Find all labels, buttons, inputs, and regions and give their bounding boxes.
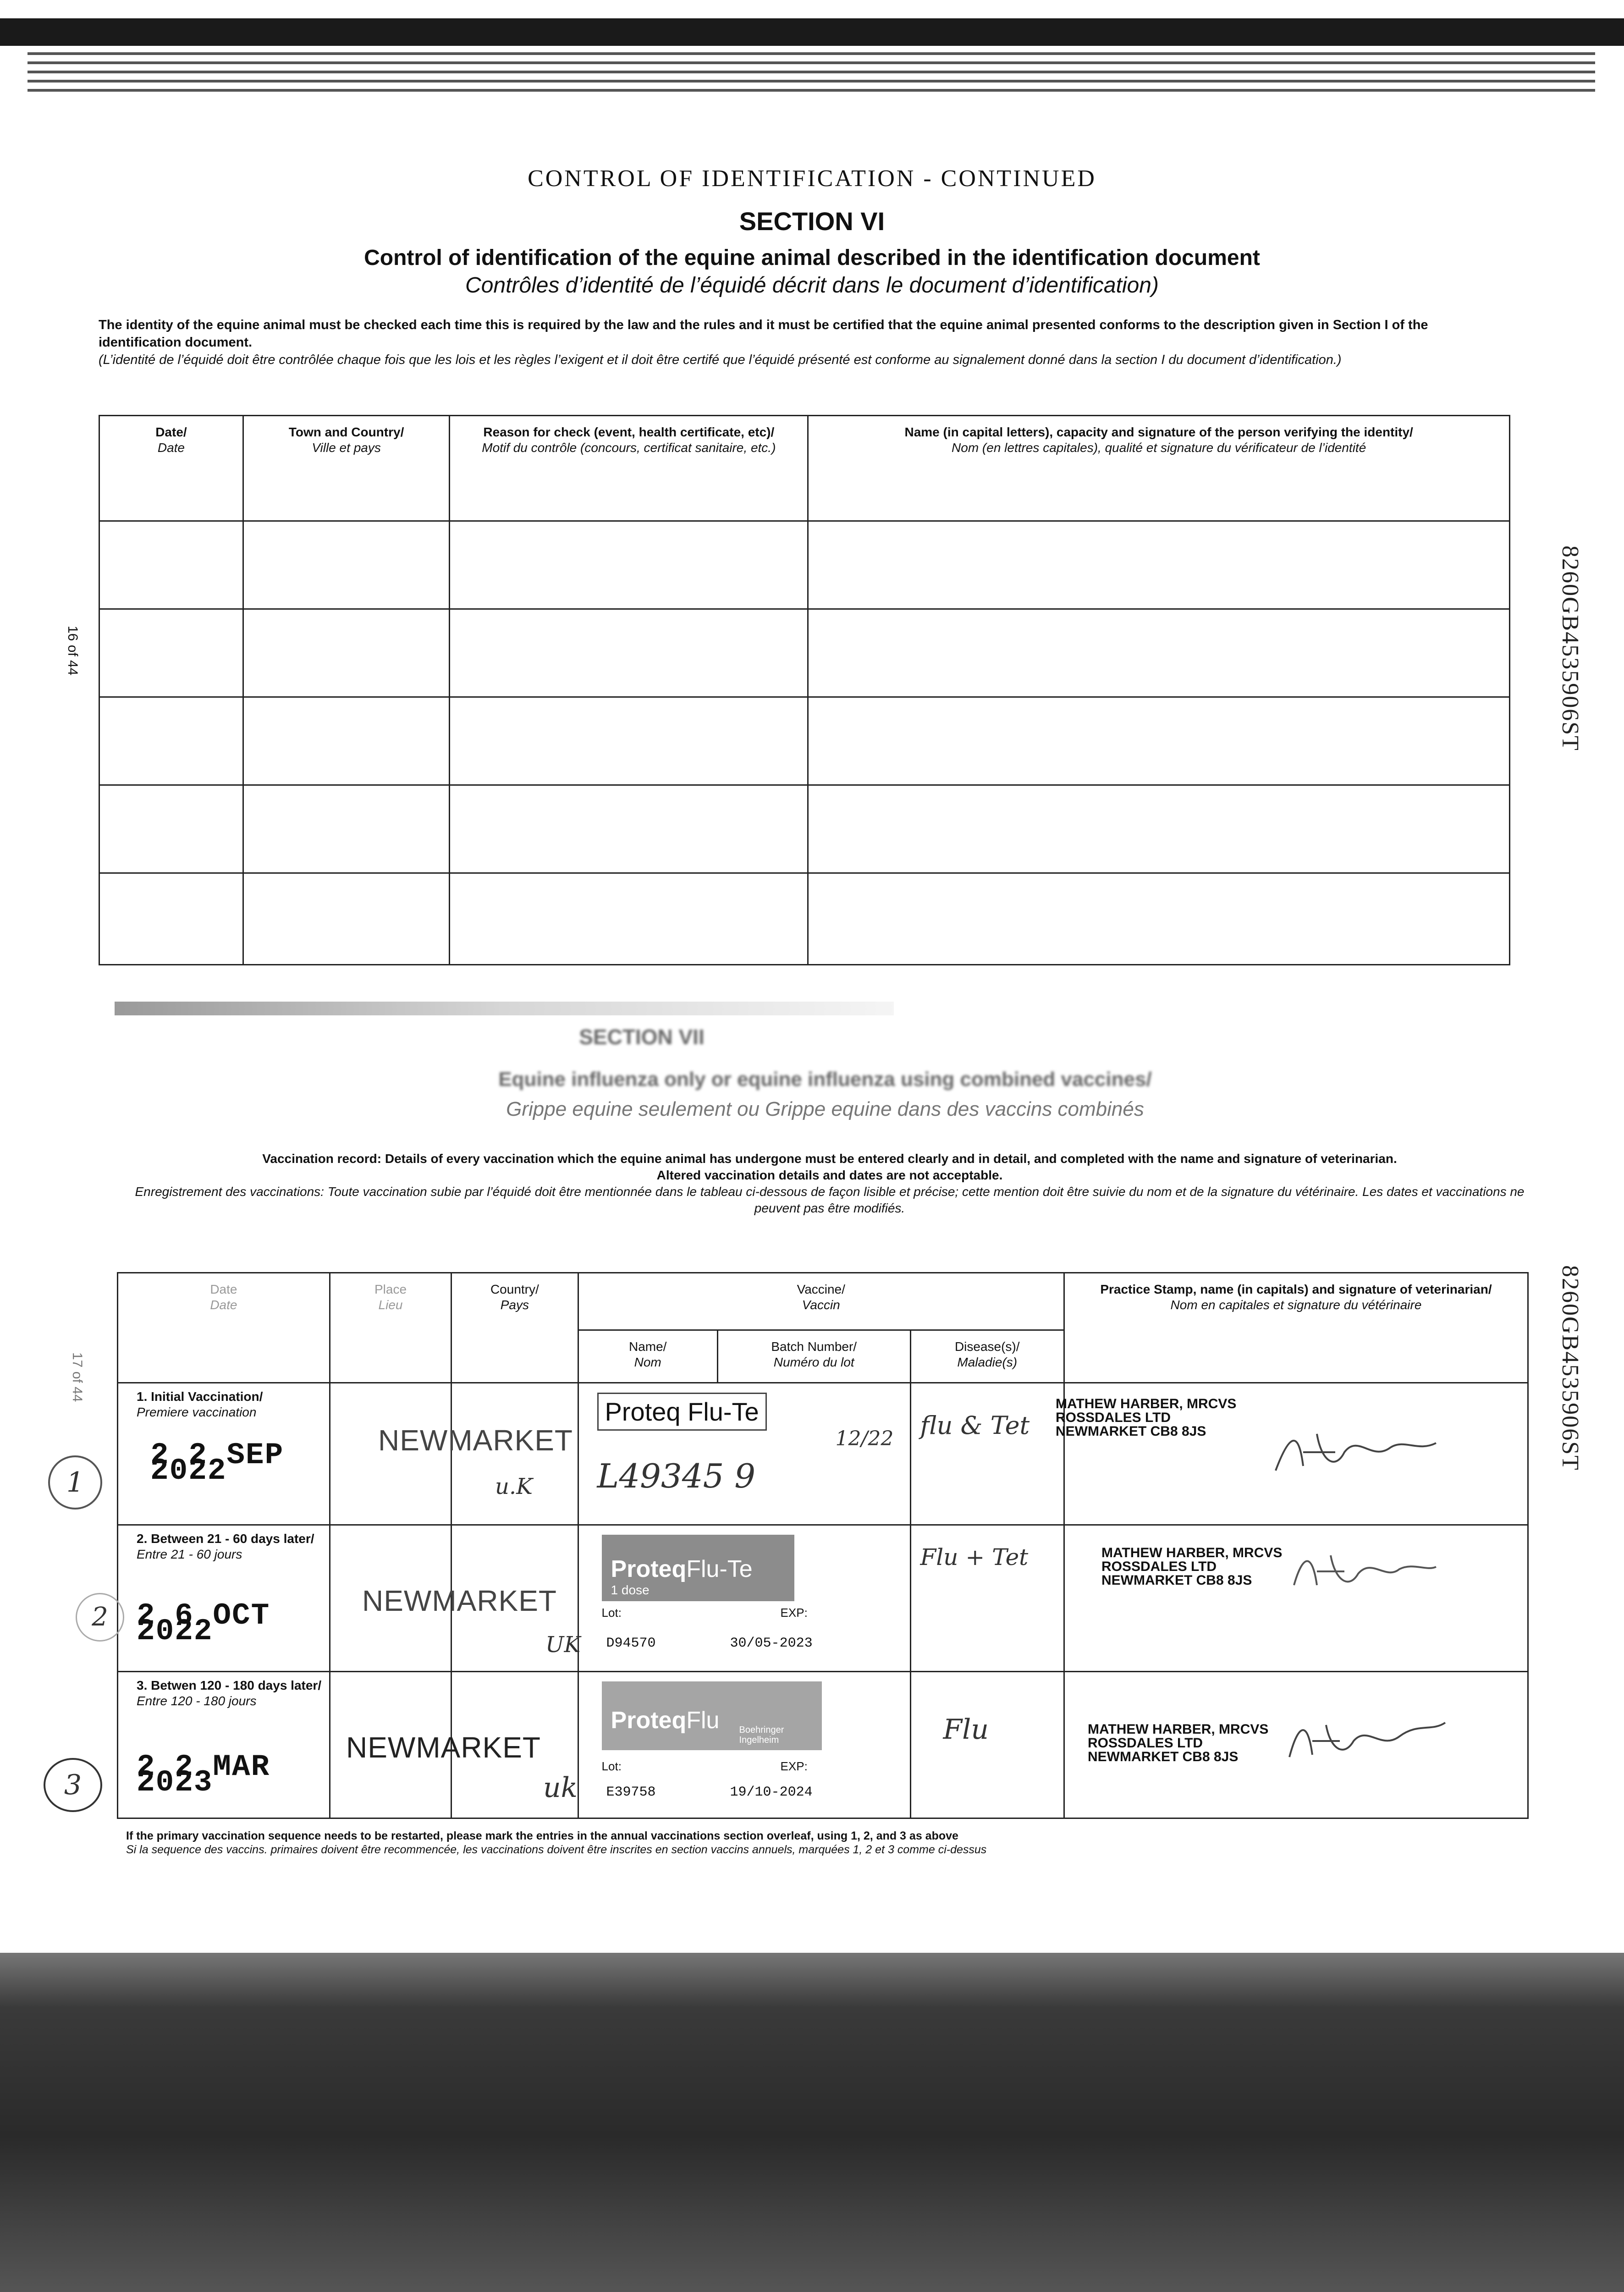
circled-number-3: 3: [44, 1758, 102, 1812]
table-row: [99, 785, 1510, 873]
country-3: uk: [543, 1772, 578, 1804]
section6-instructions: [99, 316, 1501, 369]
col-vaccine: Vaccine/ Vaccin: [578, 1273, 1064, 1330]
vaccine-label-1: Proteq Flu-Te: [597, 1393, 767, 1431]
section7-heading-fr: Grippe equine seulement ou Grippe equine dans des vaccins combinés: [506, 1098, 1144, 1120]
scan-edge-top: [0, 18, 1624, 46]
table-row: [99, 609, 1510, 697]
footnote-fr: Si la sequence des vaccins. primaires doivent être recommencée, les vaccinations doivent être inscrites en section vaccins annuels, marquées 1, 2 et 3 comme ci-dessus: [126, 1843, 987, 1856]
col-vac-country: Country/ Pays: [451, 1273, 578, 1383]
vet-stamp-1: MATHEW HARBER, MRCVS ROSSDALES LTD NEWMARKET CB8 8JS: [1055, 1396, 1237, 1439]
table-row: [118, 1672, 1528, 1818]
signature-2: [1289, 1548, 1441, 1599]
page-number-17: 17 of 44: [70, 1352, 85, 1402]
batch-number-1: L49345 9: [597, 1457, 756, 1495]
vaccine-brand-3: Proteq: [611, 1707, 687, 1734]
table-row: [99, 697, 1510, 785]
exp-label-3: EXP:: [780, 1759, 808, 1773]
lot-label-3: Lot:: [601, 1759, 622, 1773]
col-practice-stamp: Practice Stamp, name (in capitals) and signature of veterinarian/ Nom en capitales et signature du vétérinaire: [1064, 1273, 1528, 1383]
section6-instructions-en: The identity of the equine animal must be checked each time this is required by the law and the rules and it must be certified that the equine animal presented conforms to the description given in Section I of the identification document.: [99, 318, 1428, 350]
section7-instructions-en-2: Altered vaccination details and dates are not acceptable.: [656, 1168, 1003, 1182]
country-2: UK: [545, 1632, 581, 1658]
vaccine-brand-2: Proteq: [611, 1556, 687, 1582]
passport-number-1: 8260GB4535906ST: [1557, 545, 1583, 751]
signature-3: [1285, 1713, 1450, 1769]
section7-instructions-fr: Enregistrement des vaccinations: Toute vaccination subie par l’équidé doit être mentionnée dans le tableau ci-dessous de façon lisible et précise; cette mention doit être suivie du nom et de la signature du vétérinaire. Les dates et vaccinations ne peuvent pas être modifiés.: [135, 1185, 1525, 1215]
col-reason: Reason for check (event, health certificate, etc)/ Motif du contrôle (concours, certificat sanitaire, etc.): [450, 416, 808, 521]
vaccine-suffix-3: Flu: [686, 1707, 720, 1734]
section7-title: SECTION VII: [579, 1025, 705, 1049]
vaccination-row-2-label: 2. Between 21 - 60 days later/ Entre 21 - 60 jours 2 6 OCT 2022: [118, 1525, 330, 1672]
vaccine-suffix-2: Flu-Te: [686, 1556, 753, 1582]
disease-3: Flu: [943, 1713, 989, 1746]
lot-number-2: D94570: [606, 1636, 656, 1651]
section6-heading-fr: Contrôles d’identité de l’équidé décrit dans le document d’identification): [465, 273, 1159, 298]
lot-number-3: E39758: [606, 1785, 656, 1800]
lot-label-2: Lot:: [601, 1606, 622, 1620]
vaccination-table: [117, 1272, 1529, 1819]
col-date: Date/ Date: [99, 416, 243, 521]
circled-number-1: 1: [48, 1455, 102, 1510]
vaccine-sticker-2: [602, 1535, 794, 1601]
vaccine-dose-2: 1 dose: [611, 1583, 650, 1597]
vaccination-footnote: [126, 1829, 1501, 1857]
place-stamp-3: NEWMARKET: [346, 1731, 541, 1764]
section7-instructions-en-1: Vaccination record: Details of every vaccination which the equine animal has undergone must be entered clearly and in detail, and completed with the name and signature of veterinarian.: [262, 1152, 1397, 1166]
col-verifier: Name (in capital letters), capacity and signature of the person verifying the identity/ Nom (en lettres capitales), qualité et signature du vérificateur de l’identité: [808, 416, 1510, 521]
section6-title: SECTION VI: [739, 207, 885, 236]
vaccination-row-3-label: 3. Betwen 120 - 180 days later/ Entre 120 - 180 jours 2 2 MAR 2023: [118, 1672, 330, 1818]
disease-1: flu & Tet: [920, 1411, 1030, 1440]
section7-heading-en: Equine influenza only or equine influenza using combined vaccines/: [498, 1068, 1152, 1091]
country-1: u.K: [495, 1474, 533, 1499]
disease-2: Flu + Tet: [920, 1544, 1029, 1570]
vaccination-row-1-label: 1. Initial Vaccination/ Premiere vaccination 2 2 SEP 2022: [118, 1383, 330, 1525]
date-stamp-2: 2 6 OCT 2022: [137, 1598, 270, 1648]
scan-lines-top: [28, 46, 1595, 96]
circled-number-2: 2: [76, 1593, 124, 1642]
col-vac-place: Place Lieu: [330, 1273, 451, 1383]
exp-label-2: EXP:: [780, 1606, 808, 1620]
vaccine-maker-3: Boehringer Ingelheim: [739, 1725, 784, 1745]
date-stamp-1: 2 2 SEP 2022: [150, 1438, 284, 1488]
date-stamp-3: 2 2 MAR 2023: [137, 1750, 270, 1800]
col-batch-number: Batch Number/ Numéro du lot: [717, 1330, 910, 1383]
col-vac-date: Date Date: [118, 1273, 330, 1383]
section6-instructions-fr: (L’identité de l’équidé doit être contrôlée chaque fois que les lois et les règles l’exigent et il doit être certifé que l’équidé présenté est conforme au signalement donné dans la section I du document d’identification.): [99, 353, 1342, 367]
passport-number-2: 8260GB4535906ST: [1557, 1265, 1583, 1471]
exp-date-3: 19/10-2024: [730, 1785, 813, 1800]
section6-heading-en: Control of identification of the equine animal described in the identification document: [364, 246, 1260, 270]
exp-date-2: 30/05-2023: [730, 1636, 813, 1651]
section6-running-header: CONTROL OF IDENTIFICATION - CONTINUED: [528, 165, 1096, 192]
vet-stamp-2: MATHEW HARBER, MRCVS ROSSDALES LTD NEWMARKET CB8 8JS: [1101, 1545, 1283, 1588]
section7-instructions: [128, 1151, 1531, 1217]
table-row: [99, 521, 1510, 609]
col-vaccine-name: Name/ Nom: [578, 1330, 717, 1383]
scan-shadow-mid: [115, 1002, 894, 1015]
vaccine-sticker-3: [602, 1681, 822, 1750]
col-town-country: Town and Country/ Ville et pays: [243, 416, 449, 521]
place-stamp-2: NEWMARKET: [362, 1584, 557, 1617]
batch-date-1: 12/22: [835, 1427, 894, 1450]
page-number-16: 16 of 44: [65, 626, 80, 676]
vet-stamp-3: MATHEW HARBER, MRCVS ROSSDALES LTD NEWMARKET CB8 8JS: [1087, 1722, 1269, 1764]
footnote-en: If the primary vaccination sequence needs to be restarted, please mark the entries in the annual vaccinations section overleaf, using 1, 2, and 3 as above: [126, 1829, 958, 1842]
scan-edge-bottom: [0, 1953, 1624, 2292]
table-row: [99, 873, 1510, 965]
col-disease: Disease(s)/ Maladie(s): [910, 1330, 1064, 1383]
table-row: [118, 1383, 1528, 1525]
place-stamp-1: NEWMARKET: [378, 1424, 573, 1457]
signature-1: [1271, 1425, 1445, 1484]
identity-check-table: [99, 415, 1510, 965]
table-row: [118, 1525, 1528, 1672]
